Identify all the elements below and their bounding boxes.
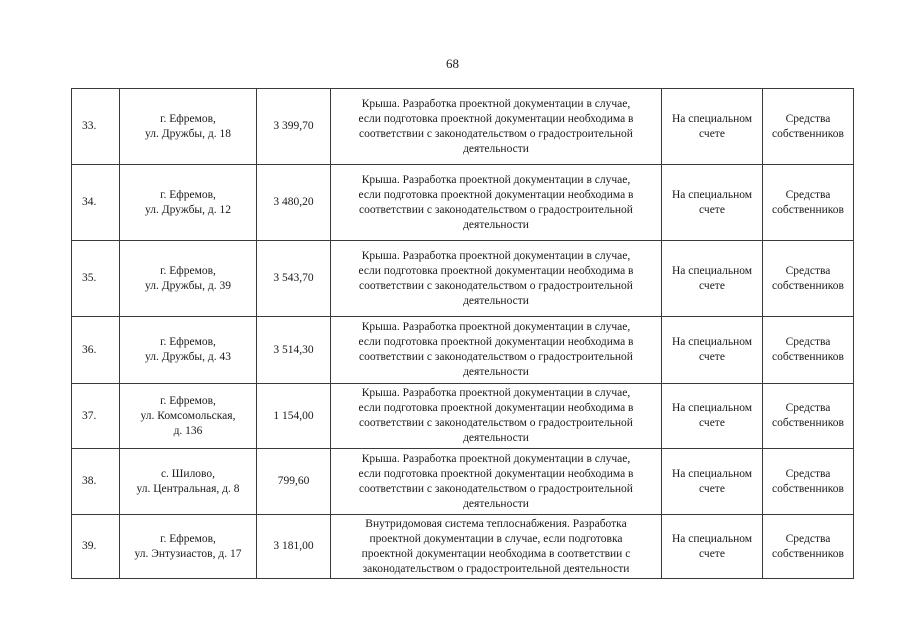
address-cell <box>120 165 257 241</box>
row-number: 38. <box>72 449 120 515</box>
work-line: деятельности <box>463 142 529 155</box>
source-line: собственников <box>772 351 844 363</box>
cost-cell: 3 399,70 <box>257 89 331 165</box>
account-line: На специальном <box>671 112 753 125</box>
source-line: собственников <box>772 279 844 292</box>
account-line: счете <box>699 203 725 216</box>
cost-cell: 1 154,00 <box>257 384 331 449</box>
account-line: На специальном <box>671 188 753 201</box>
source-line: Средства <box>785 336 831 348</box>
work-line: деятельности <box>463 497 529 510</box>
table-body <box>72 89 854 579</box>
funding-source-cell <box>763 89 854 165</box>
work-line: соответствии с законодательством о градостроительной <box>359 279 633 292</box>
address-line: ул. Комсомольская, <box>140 409 236 422</box>
work-line: Крыша. Разработка проектной документации в случае, <box>361 387 631 399</box>
work-line: деятельности <box>463 366 529 378</box>
account-line: На специальном <box>671 402 753 414</box>
work-line: Внутридомовая система теплоснабжения. Разработка <box>365 517 627 530</box>
account-cell <box>662 241 763 317</box>
table-row <box>72 515 854 579</box>
work-line: проектной документации в случае, если подготовка <box>369 532 623 545</box>
address-line: г. Ефремов, <box>160 112 216 125</box>
table-row <box>72 89 854 165</box>
source-line: Средства <box>785 532 831 545</box>
work-line: если подготовка проектной документации необходима в <box>358 467 634 480</box>
work-line: если подготовка проектной документации необходима в <box>358 112 634 125</box>
cost-cell: 3 181,00 <box>257 515 331 579</box>
work-line: соответствии с законодательством о градостроительной <box>359 482 633 495</box>
page-number: 68 <box>446 56 459 71</box>
table-row <box>72 384 854 449</box>
table-row <box>72 165 854 241</box>
address-line: г. Ефремов, <box>160 264 216 277</box>
account-line: счете <box>699 547 725 560</box>
account-line: На специальном <box>671 336 753 348</box>
address-cell <box>120 515 257 579</box>
row-number: 37. <box>72 384 120 449</box>
cost-cell: 799,60 <box>257 449 331 515</box>
work-line: Крыша. Разработка проектной документации в случае, <box>361 173 631 186</box>
work-line: если подготовка проектной документации необходима в <box>358 402 634 414</box>
address-line: с. Шилово, <box>160 467 216 480</box>
work-description-cell <box>331 515 662 579</box>
work-line: соответствии с законодательством о градостроительной <box>359 203 633 216</box>
address-line: ул. Дружбы, д. 39 <box>145 279 231 292</box>
work-description-cell <box>331 165 662 241</box>
table-row <box>72 241 854 317</box>
row-number: 35. <box>72 241 120 317</box>
address-line: ул. Энтузиастов, д. 17 <box>134 547 242 560</box>
cost-cell: 3 543,70 <box>257 241 331 317</box>
work-line: законодательством о градостроительной деятельности <box>362 562 630 575</box>
address-line: ул. Дружбы, д. 12 <box>145 203 231 216</box>
account-cell <box>662 317 763 384</box>
work-description-cell <box>331 384 662 449</box>
funding-source-cell <box>763 317 854 384</box>
account-line: счете <box>699 127 725 140</box>
address-cell <box>120 89 257 165</box>
table-row <box>72 317 854 384</box>
work-line: Крыша. Разработка проектной документации в случае, <box>361 97 631 110</box>
work-line: если подготовка проектной документации необходима в <box>358 336 634 348</box>
source-line: собственников <box>772 203 844 216</box>
table-row <box>72 449 854 515</box>
work-line: деятельности <box>463 432 529 444</box>
funding-source-cell <box>763 165 854 241</box>
source-line: Средства <box>785 467 831 480</box>
address-line: ул. Центральная, д. 8 <box>136 482 240 495</box>
work-line: проектной документации необходима в соответствии с <box>361 547 631 560</box>
work-line: Крыша. Разработка проектной документации в случае, <box>361 321 631 333</box>
source-line: Средства <box>785 112 831 125</box>
work-line: Крыша. Разработка проектной документации в случае, <box>361 249 631 262</box>
work-line: деятельности <box>463 218 529 231</box>
address-line: г. Ефремов, <box>160 336 216 348</box>
funding-source-cell <box>763 384 854 449</box>
source-line: собственников <box>772 417 844 429</box>
work-line: если подготовка проектной документации необходима в <box>358 188 634 201</box>
address-cell <box>120 449 257 515</box>
work-description-cell <box>331 449 662 515</box>
source-line: Средства <box>785 188 831 201</box>
address-cell <box>120 241 257 317</box>
work-line: соответствии с законодательством о градостроительной <box>359 127 633 140</box>
address-line: ул. Дружбы, д. 18 <box>145 127 231 140</box>
source-line: собственников <box>772 547 844 560</box>
account-line: счете <box>699 417 725 429</box>
work-line: соответствии с законодательством о градостроительной <box>359 417 633 429</box>
account-line: счете <box>699 351 725 363</box>
row-number: 36. <box>72 317 120 384</box>
work-line: соответствии с законодательством о градостроительной <box>359 351 633 363</box>
address-line: г. Ефремов, <box>160 188 216 201</box>
source-line: Средства <box>785 402 831 414</box>
work-description-cell <box>331 317 662 384</box>
address-line: ул. Дружбы, д. 43 <box>145 351 231 363</box>
account-line: счете <box>699 482 725 495</box>
account-line: счете <box>699 279 725 292</box>
work-line: Крыша. Разработка проектной документации в случае, <box>361 452 631 465</box>
account-line: На специальном <box>671 532 753 545</box>
address-line: г. Ефремов, <box>160 532 216 545</box>
funding-source-cell <box>763 515 854 579</box>
work-description-cell <box>331 89 662 165</box>
address-cell <box>120 317 257 384</box>
row-number: 33. <box>72 89 120 165</box>
funding-source-cell <box>763 449 854 515</box>
account-line: На специальном <box>671 467 753 480</box>
work-line: если подготовка проектной документации необходима в <box>358 264 634 277</box>
address-line: г. Ефремов, <box>160 394 216 407</box>
repair-registry-table <box>71 88 854 579</box>
source-line: собственников <box>772 482 844 495</box>
row-number: 34. <box>72 165 120 241</box>
cost-cell: 3 514,30 <box>257 317 331 384</box>
account-cell <box>662 165 763 241</box>
work-description-cell <box>331 241 662 317</box>
source-line: собственников <box>772 127 844 140</box>
source-line: Средства <box>785 264 831 277</box>
address-cell <box>120 384 257 449</box>
work-line: деятельности <box>463 294 529 307</box>
account-cell <box>662 89 763 165</box>
funding-source-cell <box>763 241 854 317</box>
account-cell <box>662 515 763 579</box>
cost-cell: 3 480,20 <box>257 165 331 241</box>
row-number: 39. <box>72 515 120 579</box>
account-cell <box>662 384 763 449</box>
address-line: д. 136 <box>173 424 203 437</box>
account-line: На специальном <box>671 264 753 277</box>
account-cell <box>662 449 763 515</box>
